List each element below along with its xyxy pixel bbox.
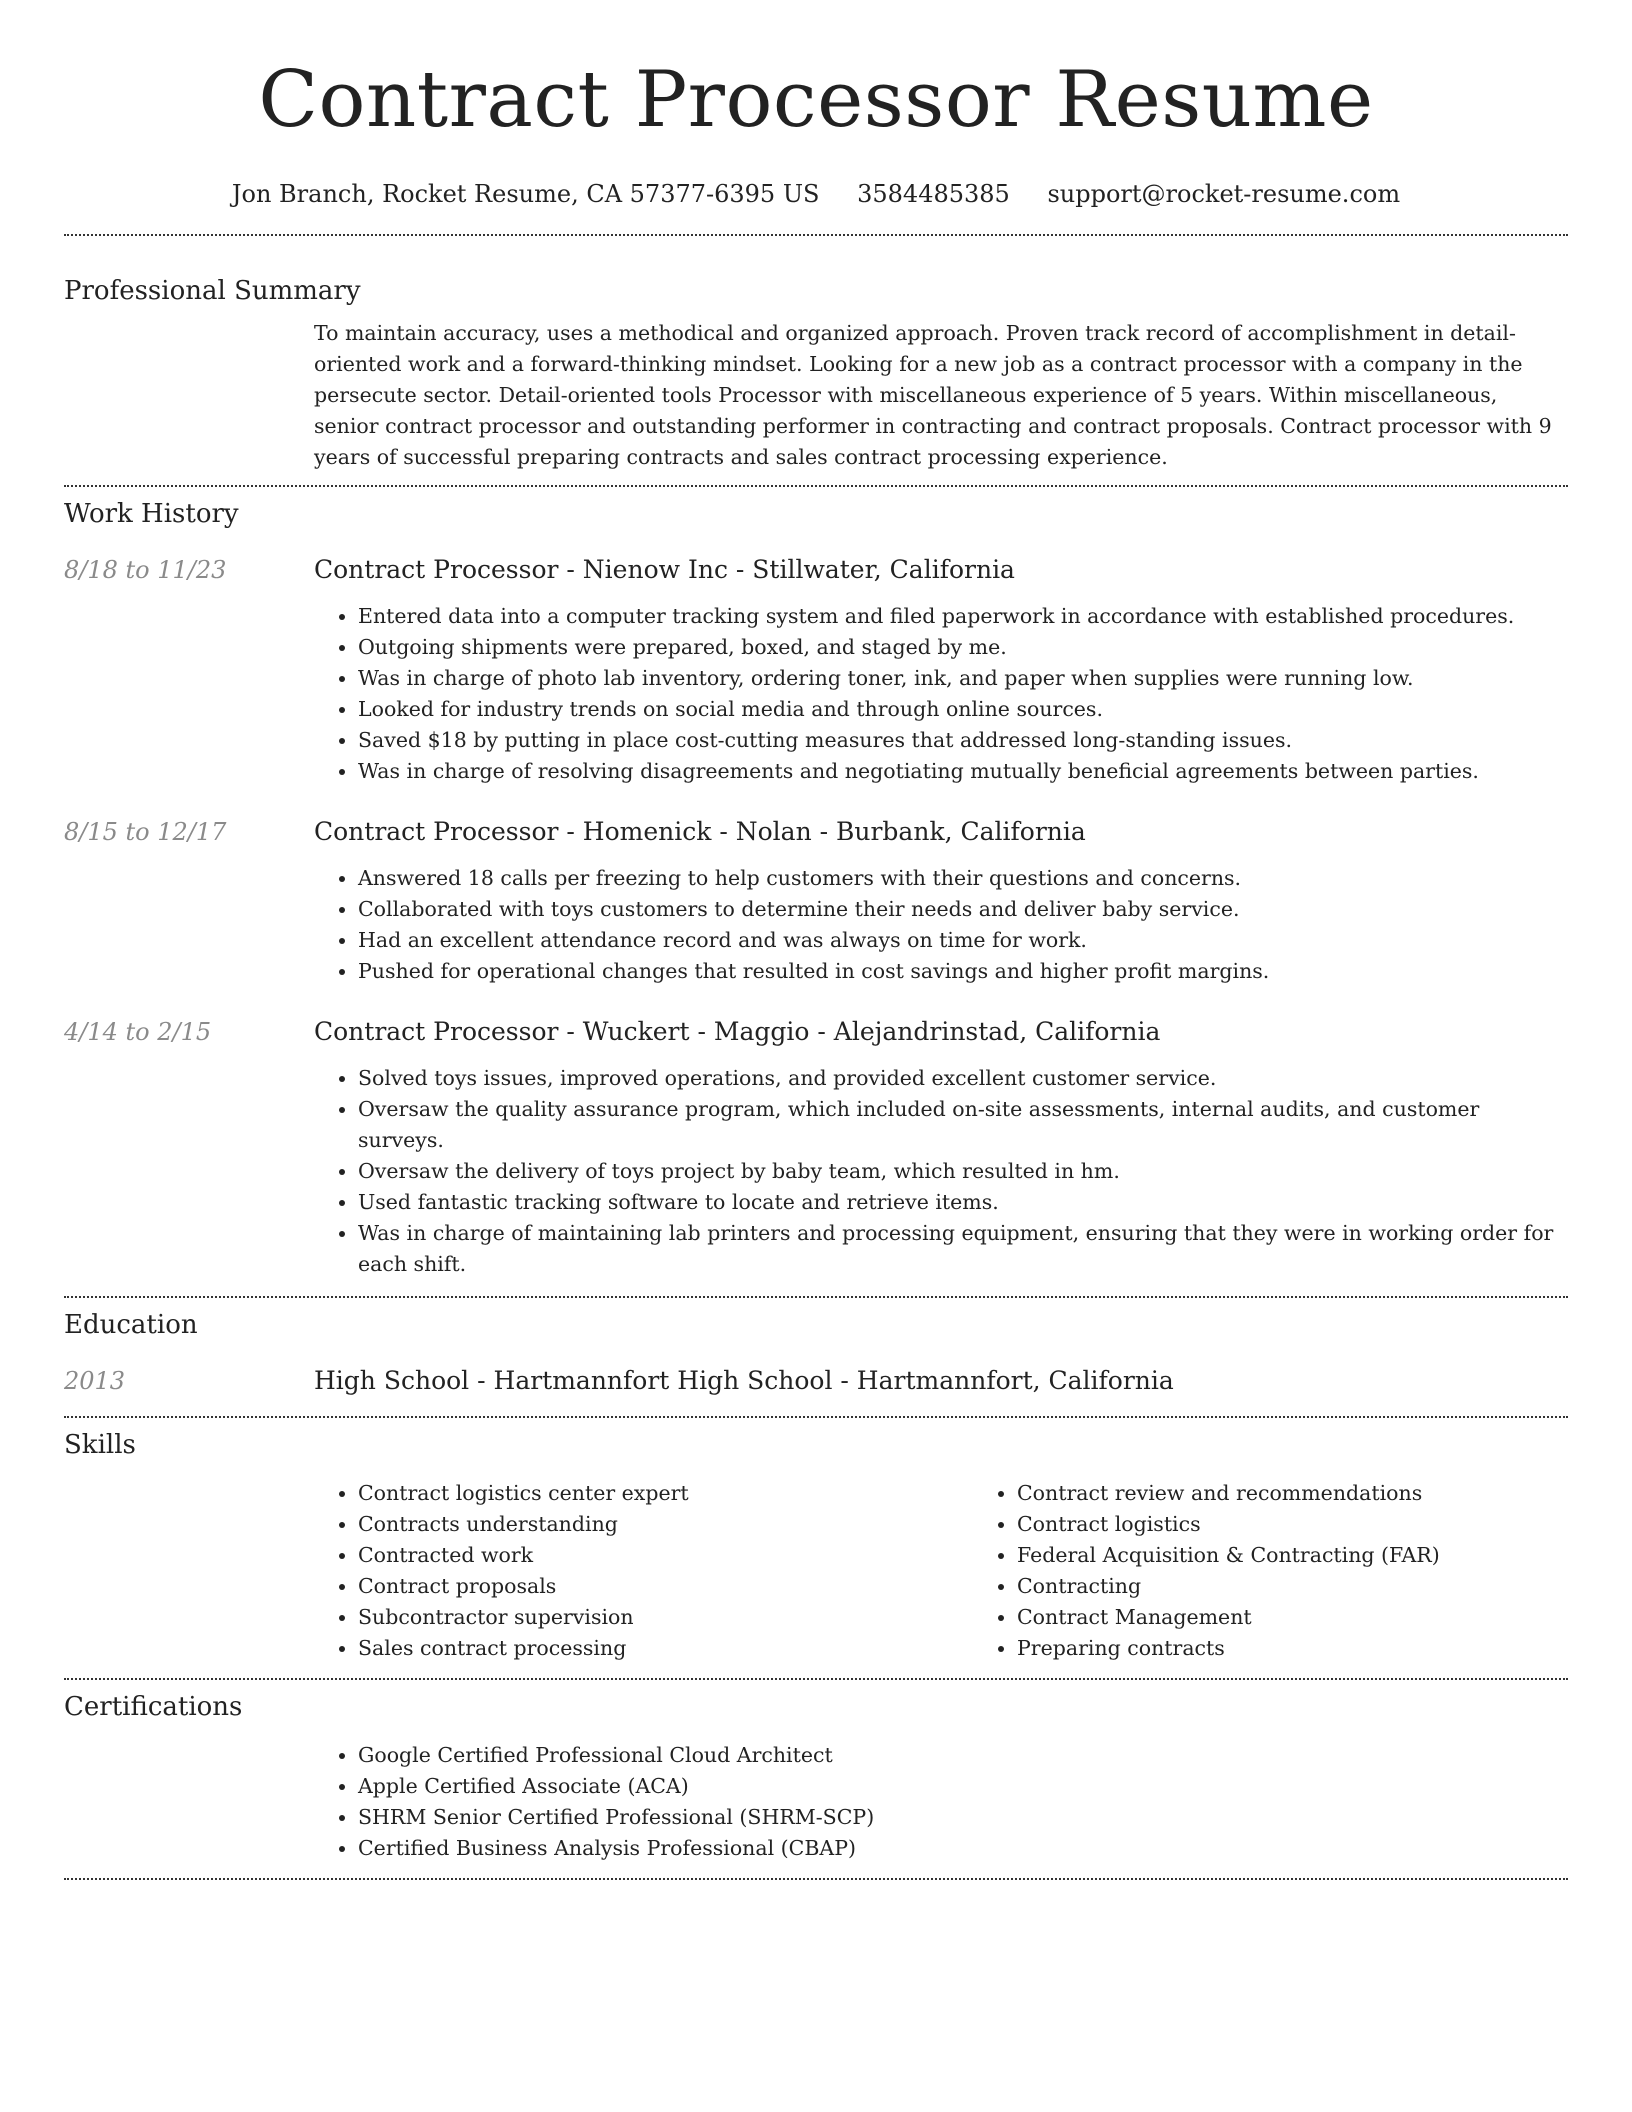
contact-address: Jon Branch, Rocket Resume, CA 57377-6395 US (231, 180, 820, 208)
skill-item: • Contracts understanding (358, 1509, 973, 1540)
job-bullets (314, 863, 1568, 987)
skill-item: • Sales contract processing (358, 1633, 973, 1664)
job-bullets (314, 1063, 1568, 1280)
job-entry (64, 1015, 1568, 1280)
skill-item: • Contract review and recommendations (1017, 1478, 1632, 1509)
certifications-section (64, 1680, 1568, 1864)
certification-item: • SHRM Senior Certified Professional (SHRM-SCP) (358, 1802, 1568, 1833)
certifications-list (314, 1740, 1568, 1864)
job-bullet: • Collaborated with toys customers to determine their needs and deliver baby service. (358, 894, 1568, 925)
job-bullet: • Pushed for operational changes that resulted in cost savings and higher profit margins. (358, 956, 1568, 987)
skill-item: • Contract logistics (1017, 1509, 1632, 1540)
work-history-section (64, 487, 1568, 1280)
job-bullet: • Was in charge of maintaining lab printers and processing equipment, ensuring that they were in working order for each shift. (358, 1218, 1568, 1280)
job-bullet: • Saved $18 by putting in place cost-cutting measures that addressed long-standing issues. (358, 725, 1568, 756)
job-entry (64, 815, 1568, 987)
skill-item: • Contract Management (1017, 1602, 1632, 1633)
contact-line (64, 178, 1568, 210)
education-heading: Education (64, 1310, 198, 1340)
education-year: 2013 (64, 1367, 126, 1395)
skill-item: • Contract proposals (358, 1571, 973, 1602)
job-bullet: • Was in charge of photo lab inventory, ordering toner, ink, and paper when supplies were running low. (358, 663, 1568, 694)
certification-item: • Certified Business Analysis Professional (CBAP) (358, 1833, 1568, 1864)
job-bullet: • Oversaw the quality assurance program, which included on-site assessments, internal audits, and customer surveys. (358, 1094, 1568, 1156)
contact-phone: 3584485385 (857, 180, 1010, 208)
job-entry (64, 553, 1568, 787)
resume-title: Contract Processor Resume (258, 55, 1374, 145)
job-bullet: • Outgoing shipments were prepared, boxed, and staged by me. (358, 632, 1568, 663)
skill-item: • Subcontractor supervision (358, 1602, 973, 1633)
job-title: Contract Processor - Homenick - Nolan - Burbank, California (314, 817, 1086, 846)
job-bullet: • Used fantastic tracking software to locate and retrieve items. (358, 1187, 1568, 1218)
job-bullet: • Was in charge of resolving disagreements and negotiating mutually beneficial agreements between parties. (358, 756, 1568, 787)
skills-list-left (314, 1478, 973, 1664)
skills-heading: Skills (64, 1430, 136, 1460)
skills-section (64, 1418, 1568, 1664)
job-bullet: • Entered data into a computer tracking system and filed paperwork in accordance with established procedures. (358, 601, 1568, 632)
job-bullet: • Oversaw the delivery of toys project by baby team, which resulted in hm. (358, 1156, 1568, 1187)
certification-item: • Google Certified Professional Cloud Architect (358, 1740, 1568, 1771)
summary-heading: Professional Summary (64, 276, 361, 306)
skill-item: • Preparing contracts (1017, 1633, 1632, 1664)
certifications-heading: Certifications (64, 1692, 243, 1722)
job-title: Contract Processor - Nienow Inc - Stillwater, California (314, 555, 1015, 584)
education-section (64, 1298, 1568, 1398)
education-entry: High School - Hartmannfort High School - Hartmannfort, California (314, 1366, 1174, 1395)
skill-item: • Contracted work (358, 1540, 973, 1571)
job-dates: 8/18 to 11/23 (64, 556, 227, 584)
job-title: Contract Processor - Wuckert - Maggio - Alejandrinstad, California (314, 1017, 1161, 1046)
job-bullet: • Looked for industry trends on social media and through online sources. (358, 694, 1568, 725)
skills-list-right (973, 1478, 1632, 1664)
divider (64, 1878, 1568, 1880)
job-bullet: • Had an excellent attendance record and was always on time for work. (358, 925, 1568, 956)
contact-email: support@rocket-resume.com (1047, 180, 1401, 208)
skill-item: • Contracting (1017, 1571, 1632, 1602)
skill-item: • Federal Acquisition & Contracting (FAR) (1017, 1540, 1632, 1571)
certification-item: • Apple Certified Associate (ACA) (358, 1771, 1568, 1802)
summary-text: To maintain accuracy, uses a methodical and organized approach. Proven track record of accomplishment in detail-oriented work and a forward-thinking mindset. Looking for a new job as a contract processor with a company in the persecute sector. Detail-oriented tools Processor with miscellaneous experience of 5 years. Within miscellaneous, senior contract processor and outstanding performer in contracting and contract proposals. Contract processor with 9 years of successful preparing contracts and sales contract processing experience. (314, 321, 1552, 469)
job-bullet: • Solved toys issues, improved operations, and provided excellent customer service. (358, 1063, 1568, 1094)
job-bullet: • Answered 18 calls per freezing to help customers with their questions and concerns. (358, 863, 1568, 894)
job-dates: 8/15 to 12/17 (64, 818, 227, 846)
job-bullets (314, 601, 1568, 787)
summary-section (64, 236, 1568, 473)
job-dates: 4/14 to 2/15 (64, 1018, 212, 1046)
skill-item: • Contract logistics center expert (358, 1478, 973, 1509)
work-history-heading: Work History (64, 499, 239, 529)
